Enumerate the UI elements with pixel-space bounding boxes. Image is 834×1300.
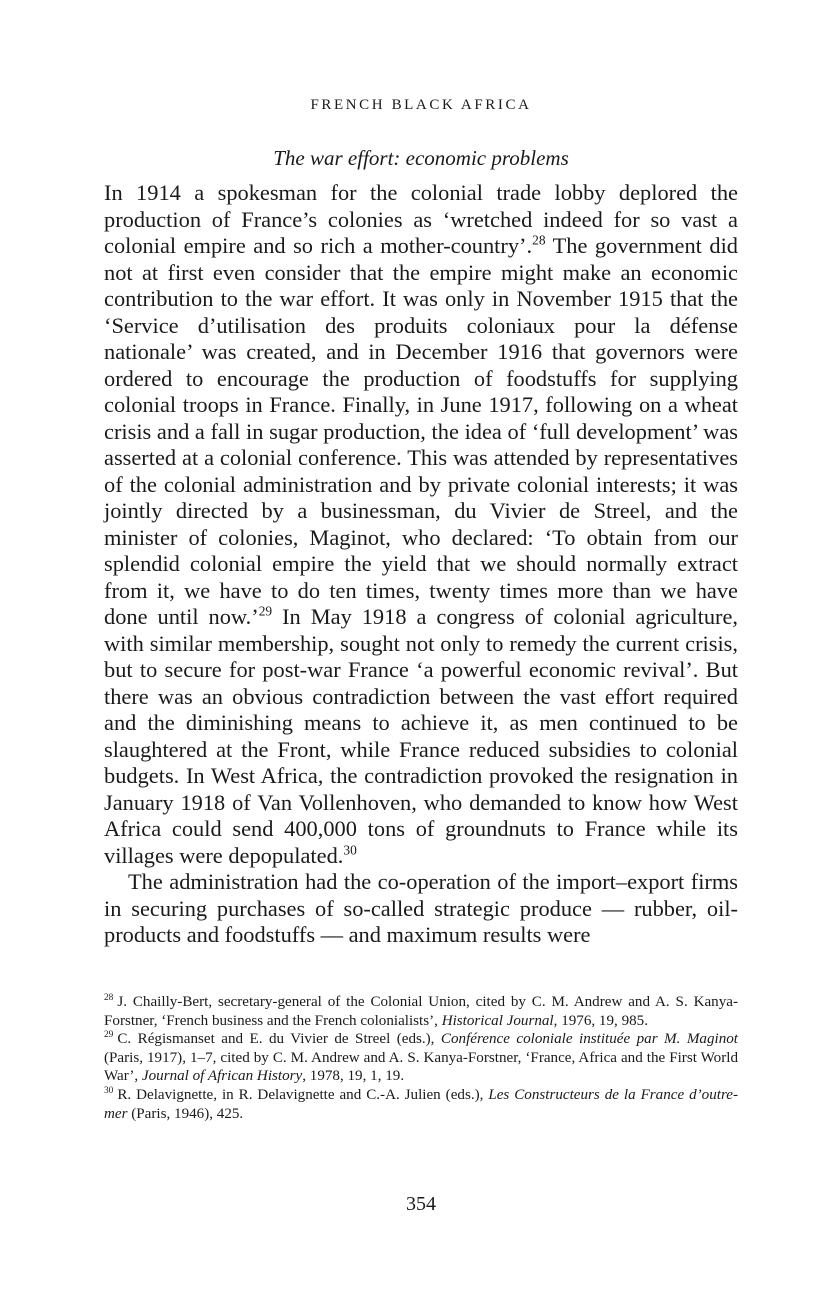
footnote-text: (Paris, 1946), 425. — [127, 1105, 244, 1122]
paragraph-2: The administration had the co-operation of the import–export firms in securing purchases of so-called strategic produce — rubber, oil-products and foodstuffs — and maximum results were — [104, 869, 738, 947]
page-number: 354 — [406, 1193, 436, 1215]
footnote-ref-29: 29 — [258, 603, 273, 619]
footnote-number: 29 — [104, 1030, 114, 1041]
book-page — [104, 0, 738, 1300]
footnote-text: , 1976, 19, 985. — [553, 1012, 648, 1029]
footnote-30 — [104, 1086, 738, 1123]
footnote-number: 30 — [104, 1085, 114, 1096]
paragraph-1-part-1: In 1914 a spokesman for the colonial trade lobby deplored the production of France’s colonies as ‘wretched indeed for so vast a colonial empire and so rich a mother-country’. — [104, 180, 738, 258]
footnotes — [104, 993, 738, 1123]
book-title: Conférence coloniale instituée par M. Maginot — [440, 1031, 738, 1048]
footnote-28 — [104, 993, 738, 1030]
paragraph-1-part-2: The government did not at first even consider that the empire might make an economic contribution to the war effort. It was only in November 1915 that the ‘Service d’utilisation des produits coloniaux pour la défense nationale’ was created, and in December 1916 that governors were ordered to encourage the production of foodstuffs for supplying colonial troops in France. Finally, in June 1917, following on a wheat crisis and a fall in sugar production, the idea of ‘full development’ was asserted at a colonial conference. This was attended by representatives of the colonial administration and by private colonial interests; it was jointly directed by a businessman, du Vivier de Streel, and the minister of colonies, Maginot, who declared: ‘To obtain from our splendid colonial empire the yield that we should normally extract from it, we have to do ten times, twenty times more than we have done until now.’ — [104, 233, 738, 629]
main-text — [104, 180, 738, 949]
footnote-ref-28: 28 — [532, 232, 546, 248]
footnote-text: , 1978, 19, 1, 19. — [302, 1068, 405, 1085]
footnote-text: C. Régismanset and E. du Vivier de Streel (eds.), — [117, 1031, 441, 1048]
footnote-text: R. Delavignette, in R. Delavignette and C.-A. Julien (eds.), — [117, 1086, 489, 1103]
footnote-ref-30: 30 — [343, 842, 357, 858]
book-title: Les Constructeurs de la France d’outre-mer — [104, 1086, 738, 1122]
journal-title: Journal of African History — [141, 1068, 303, 1085]
paragraph-1 — [104, 180, 738, 869]
footnote-29 — [104, 1030, 738, 1086]
journal-title: Historical Journal — [441, 1012, 554, 1029]
running-head: FRENCH BLACK AFRICA — [310, 97, 532, 113]
footnote-text: J. Chailly-Bert, secretary-general of the Colonial Union, cited by C. M. Andrew and A. S. Kanya-Forstner, ‘French business and the French colonialists’, — [104, 994, 738, 1029]
paragraph-1-part-3: In May 1918 a congress of colonial agriculture, with similar membership, sought not only to remedy the current crisis, but to secure for post-war France ‘a powerful economic revival’. But there was an obvious contradiction between the vast effort required and the diminishing means to achieve it, as men continued to be slaughtered at the Front, while France reduced subsidies to colonial budgets. In West Africa, the contradiction provoked the resignation in January 1918 of Van Vollenhoven, who demanded to know how West Africa could send 400,000 tons of groundnuts to France while its villages were depopulated. — [104, 604, 739, 868]
section-heading: The war effort: economic problems — [273, 146, 569, 170]
footnote-text: (Paris, 1917), 1–7, cited by C. M. Andrew and A. S. Kanya-Forstner, ‘France, Africa and the First World War’, — [104, 1049, 738, 1085]
footnote-number: 28 — [104, 992, 114, 1003]
